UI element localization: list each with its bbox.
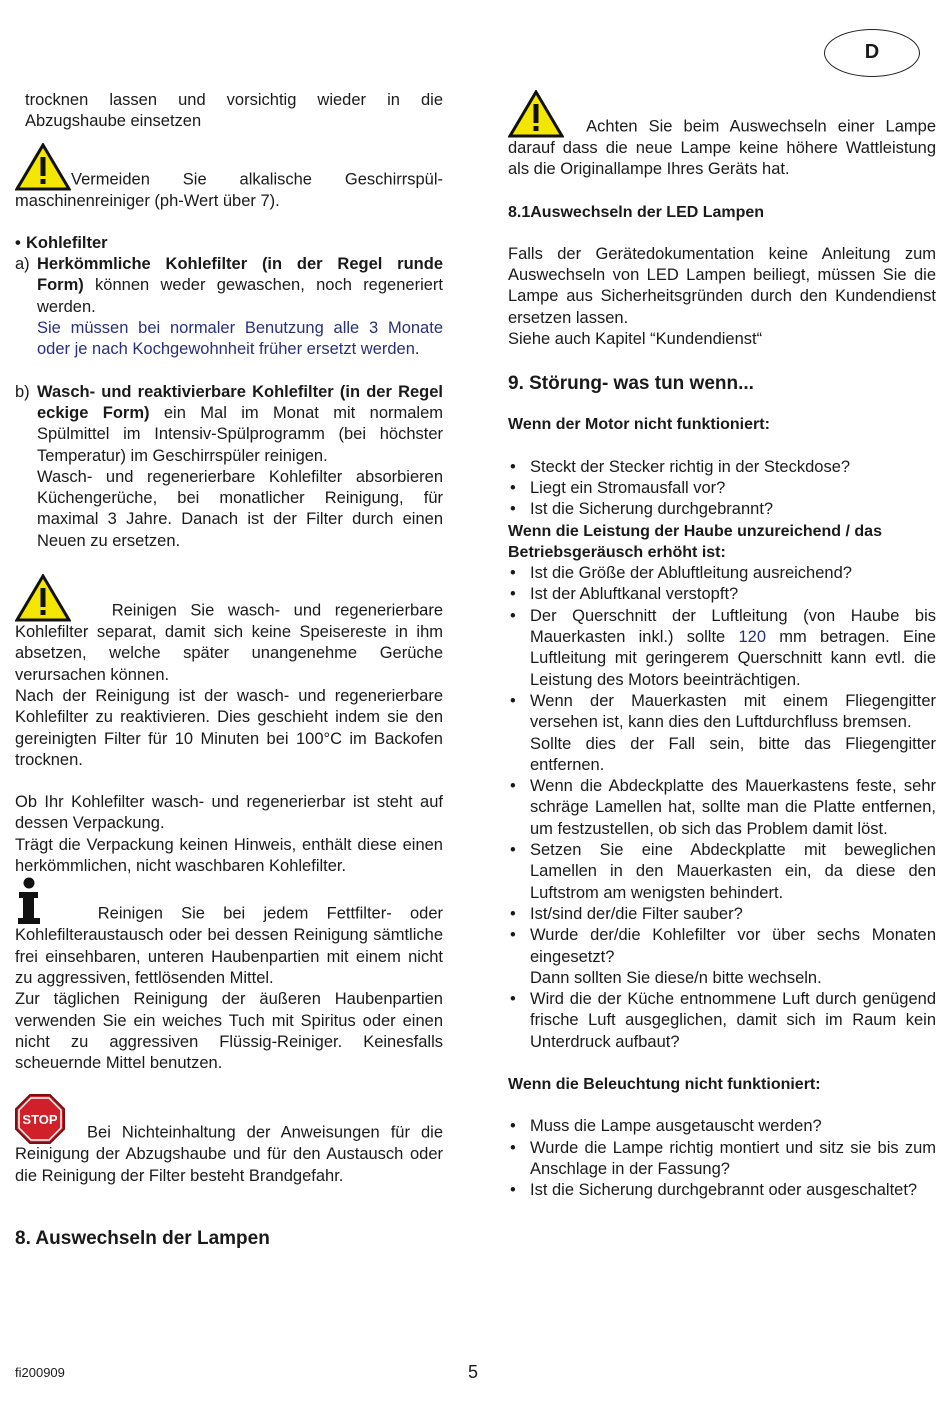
motor-list bbox=[508, 457, 936, 521]
list-item: • Wenn der Mauerkasten mit einem Fliegengitter versehen ist, kann dies den Luftdurchfluss bremsen. Sollte dies der Fall sein, bitte das Fliegengitter entfernen. bbox=[508, 691, 936, 776]
warning-icon bbox=[15, 143, 71, 191]
list-item-b: b) Wasch- und reaktivierbare Kohlefilter (in der Regel eckige Form) ein Mal im Monat mit normalem Spülmittel im Intensiv-Spülprogramm (bei höchster Temperatur) im Geschirrspüler reinigen. Wasch- und regenerierbare Kohlefilter absorbieren Küchengerüche, bei monatlicher Reinigung, für maximal 3 Jahre. Danach ist der Filter durch einen Neuen zu ersetzen. bbox=[15, 382, 443, 550]
language-badge: D bbox=[824, 29, 920, 77]
warning-icon bbox=[508, 90, 564, 138]
leistung-list bbox=[508, 563, 936, 1053]
warning-lampe: Achten Sie beim Auswechseln einer Lampe darauf dass die neue Lampe keine höhere Wattleistung als die Originallampe Ihres Geräts hat. bbox=[508, 90, 936, 181]
list-item: • Wurde der/die Kohlefilter vor über sechs Monaten eingesetzt? Dann sollten Sie diese/n bitte wechseln. bbox=[508, 925, 936, 989]
paragraph-reaktivieren: Nach der Reinigung ist der wasch- und regenerierbare Kohlefilter zu reaktivieren. Dies geschieht indem sie den gereinigten Filter für 10 Minuten bei 100°C im Backofen trocknen. bbox=[15, 686, 443, 769]
list-item: • Wenn die Abdeckplatte des Mauerkastens feste, sehr schräge Lamellen hat, sollte man die Platte entfernen, um festzustellen, ob sich das Problem damit löst. bbox=[508, 776, 936, 840]
section-9-heading: 9. Störung- was tun wenn... bbox=[508, 373, 754, 395]
left-column bbox=[15, 90, 443, 1251]
paragraph-trocknen: trocknen lassen und vorsichtig wieder in die Abzugshaube einsetzen bbox=[25, 91, 443, 131]
beleuchtung-list bbox=[508, 1116, 936, 1201]
leistung-heading: Wenn die Leistung der Haube unzureichend / das Betriebsgeräusch erhöht ist: bbox=[508, 522, 882, 561]
paragraph-verpackung-2: Trägt die Verpackung keinen Hinweis, enthält diese einen herkömmlichen, nicht waschbaren Kohlefilter. bbox=[15, 835, 443, 876]
list-item: • Steckt der Stecker richtig in der Steckdose? bbox=[508, 457, 936, 478]
page-number: 5 bbox=[468, 1362, 479, 1382]
right-column bbox=[508, 90, 936, 1201]
list-item: • Ist die Sicherung durchgebrannt? bbox=[508, 499, 936, 520]
motor-heading: Wenn der Motor nicht funktioniert: bbox=[508, 416, 770, 434]
stop-icon-label: STOP bbox=[22, 1112, 58, 1128]
stop-warning: STOP Bei Nichteinhaltung der Anweisungen für die Reinigung der Abzugshaube und für den Austausch oder die Reinigung der Filter besteht Brandgefahr. bbox=[15, 1094, 443, 1187]
section-8-1-heading: 8.1Auswechseln der LED Lampen bbox=[508, 203, 765, 221]
warning-icon bbox=[15, 574, 71, 622]
warning-separat: Reinigen Sie wasch- und regenerierbare Kohlefilter separat, damit sich keine Speisereste in ihm absetzen, welche später unangenehme Gerüche verursachen können. bbox=[15, 574, 443, 686]
list-item: • Wird die der Küche entnommene Luft durch genügend frische Luft ausgeglichen, damit sich im Raum kein Unterdruck aufbaut? bbox=[508, 989, 936, 1053]
paragraph-taegliche-reinigung: Zur täglichen Reinigung der äußeren Haubenpartien verwenden Sie ein weiches Tuch mit Spiritus oder einen nicht zu aggressiven Flüssig-Reiniger. Keinesfalls scheuernde Mittel benutzen. bbox=[15, 990, 443, 1073]
info-icon bbox=[15, 877, 43, 925]
list-item: • Ist/sind der/die Filter sauber? bbox=[508, 904, 936, 925]
document-code: fi200909 bbox=[15, 1365, 65, 1380]
list-item: • Setzen Sie eine Abdeckplatte mit beweglichen Lamellen in den Mauerkasten ein, da diese den Luftstrom am wenigsten behindert. bbox=[508, 840, 936, 904]
paragraph-verpackung-1: Ob Ihr Kohlefilter wasch- und regenerierbar ist steht auf dessen Verpackung. bbox=[15, 793, 443, 833]
warning-alkalisch-text: Vermeiden Sie alkalische Geschirrspül-maschinenreiniger (ph-Wert über 7). bbox=[15, 170, 443, 210]
list-item: • Ist die Sicherung durchgebrannt oder ausgeschaltet? bbox=[508, 1180, 936, 1201]
list-item: • Der Querschnitt der Luftleitung (von Haube bis Mauerkasten inkl.) sollte 120 mm betragen. Eine Luftleitung mit geringerem Querschnitt kann evtl. die Leistung des Motors beeinträchtigen. bbox=[508, 606, 936, 691]
list-item: • Ist der Abluftkanal verstopft? bbox=[508, 584, 936, 605]
stop-icon bbox=[15, 1094, 65, 1144]
list-item: • Ist die Größe der Abluftleitung ausreichend? bbox=[508, 563, 936, 584]
paragraph-led: Falls der Gerätedokumentation keine Anleitung zum Auswechseln von LED Lampen beiliegt, müssen Sie die Lampe aus Sicherheitsgründen durch den Kundendienst ersetzen lassen. bbox=[508, 244, 936, 327]
warning-alkalisch bbox=[15, 143, 443, 212]
beleuchtung-heading: Wenn die Beleuchtung nicht funktioniert: bbox=[508, 1075, 821, 1093]
info-reinigen: Reinigen Sie bei jedem Fettfilter- oder Kohlefilteraustausch oder bei dessen Reinigung sämtliche frei einsehbaren, unteren Haubenpartien mit einem nicht zu aggressiven, fettlösenden Mittel. bbox=[15, 877, 443, 989]
kohlefilter-heading: • Kohlefilter bbox=[15, 233, 108, 252]
list-item: • Muss die Lampe ausgetauscht werden? bbox=[508, 1116, 936, 1137]
list-item: • Liegt ein Stromausfall vor? bbox=[508, 478, 936, 499]
section-8-heading: 8. Auswechseln der Lampen bbox=[15, 1227, 270, 1249]
paragraph-siehe-kundendienst: Siehe auch Kapitel “Kundendienst“ bbox=[508, 330, 763, 349]
list-item-a: a) Herkömmliche Kohlefilter (in der Regel runde Form) können weder gewaschen, noch regeneriert werden. Sie müssen bei normaler Benutzung alle 3 Monate oder je nach Kochgewohnheit früher ersetzt werden. bbox=[15, 255, 443, 359]
list-item: • Wurde die Lampe richtig montiert und sitz sie bis zum Anschlage in der Fassung? bbox=[508, 1138, 936, 1181]
